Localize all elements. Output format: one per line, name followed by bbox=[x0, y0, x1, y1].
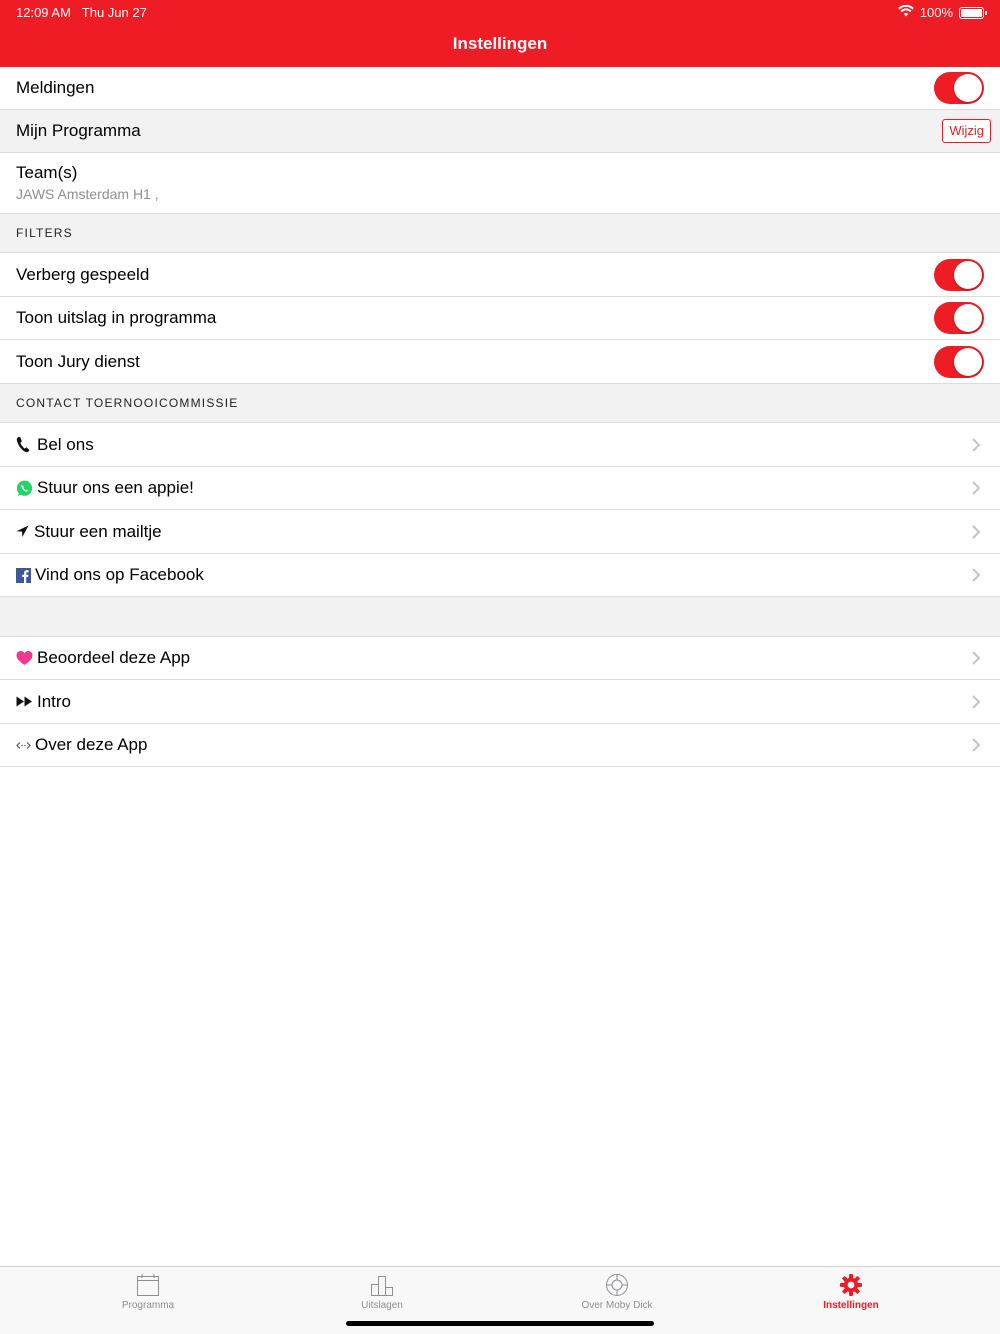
toon-uitslag-toggle[interactable] bbox=[934, 302, 984, 334]
battery-percentage: 100% bbox=[919, 5, 953, 20]
chevron-right-icon bbox=[969, 695, 983, 709]
teams-row[interactable] bbox=[0, 153, 1000, 214]
contact-row-facebook[interactable] bbox=[0, 554, 1000, 597]
teams-value: JAWS Amsterdam H1 , bbox=[16, 186, 159, 202]
chevron-right-icon bbox=[969, 438, 983, 452]
tab-label: Uitslagen bbox=[361, 1300, 403, 1311]
navigation-header bbox=[0, 0, 1000, 67]
whatsapp-icon bbox=[16, 480, 33, 497]
home-indicator[interactable] bbox=[346, 1321, 654, 1326]
verberg-gespeeld-toggle[interactable] bbox=[934, 259, 984, 291]
contact-label: Stuur een mailtje bbox=[34, 521, 162, 541]
chevron-right-icon bbox=[969, 568, 983, 582]
tab-label: Programma bbox=[121, 1300, 175, 1311]
app-label: Beoordeel deze App bbox=[37, 648, 191, 667]
chevron-right-icon bbox=[969, 651, 983, 665]
status-date: Thu Jun 27 bbox=[81, 5, 147, 20]
contact-label: Vind ons op Facebook bbox=[35, 565, 204, 584]
app-row-intro[interactable] bbox=[0, 680, 1000, 724]
app-row-beoordeel[interactable] bbox=[0, 637, 1000, 680]
mijn-programma-row bbox=[0, 110, 1000, 153]
calendar-icon bbox=[136, 1273, 160, 1297]
tab-programma[interactable] bbox=[68, 1267, 228, 1317]
tab-uitslagen[interactable] bbox=[302, 1267, 462, 1317]
section-spacer bbox=[0, 597, 1000, 637]
chevron-right-icon bbox=[969, 525, 983, 539]
status-time bbox=[16, 5, 147, 20]
meldingen-label: Meldingen bbox=[16, 78, 95, 97]
filter-label: Verberg gespeeld bbox=[16, 264, 150, 284]
page-title: Instellingen bbox=[452, 34, 548, 53]
contact-label: Stuur ons een appie! bbox=[37, 478, 194, 497]
heart-icon bbox=[16, 650, 33, 667]
teams-label: Team(s) bbox=[16, 163, 78, 182]
chevron-right-icon bbox=[969, 481, 983, 495]
contact-row-mail[interactable] bbox=[0, 510, 1000, 554]
tab-over-moby-dick[interactable] bbox=[537, 1267, 697, 1317]
battery-icon bbox=[959, 7, 984, 19]
tab-label: Instellingen bbox=[823, 1300, 879, 1311]
chevron-right-icon bbox=[969, 738, 983, 752]
contact-section-header: CONTACT TOERNOOICOMMISSIE bbox=[0, 384, 1000, 423]
filters-section-header: FILTERS bbox=[0, 214, 1000, 253]
code-icon bbox=[16, 737, 31, 754]
filter-label: Toon Jury dienst bbox=[16, 351, 140, 371]
wifi-icon bbox=[898, 5, 914, 20]
app-row-over[interactable] bbox=[0, 724, 1000, 767]
filter-row-toon-uitslag bbox=[0, 297, 1000, 340]
phone-icon bbox=[16, 436, 33, 453]
mijn-programma-label: Mijn Programma bbox=[16, 121, 141, 140]
facebook-icon bbox=[16, 567, 31, 584]
status-clock: 12:09 AM bbox=[16, 5, 71, 20]
gear-icon bbox=[839, 1273, 863, 1297]
filter-label: Toon uitslag in programma bbox=[16, 308, 217, 327]
filter-row-toon-jury bbox=[0, 340, 1000, 384]
contact-row-whatsapp[interactable] bbox=[0, 467, 1000, 510]
status-indicators bbox=[898, 5, 984, 20]
contact-row-bel-ons[interactable] bbox=[0, 423, 1000, 467]
app-label: Intro bbox=[37, 691, 72, 711]
tab-instellingen[interactable] bbox=[771, 1267, 931, 1317]
lifebuoy-icon bbox=[605, 1273, 629, 1297]
meldingen-row bbox=[0, 67, 1000, 110]
toon-jury-toggle[interactable] bbox=[934, 346, 984, 378]
wijzig-button[interactable]: Wijzig bbox=[942, 119, 991, 143]
filter-row-verberg-gespeeld bbox=[0, 253, 1000, 297]
tab-label: Over Moby Dick bbox=[581, 1300, 653, 1311]
meldingen-toggle[interactable] bbox=[934, 72, 984, 104]
send-icon bbox=[16, 523, 30, 540]
app-label: Over deze App bbox=[35, 735, 148, 754]
contact-label: Bel ons bbox=[37, 434, 94, 454]
fast-forward-icon bbox=[16, 693, 33, 710]
podium-icon bbox=[370, 1273, 394, 1297]
